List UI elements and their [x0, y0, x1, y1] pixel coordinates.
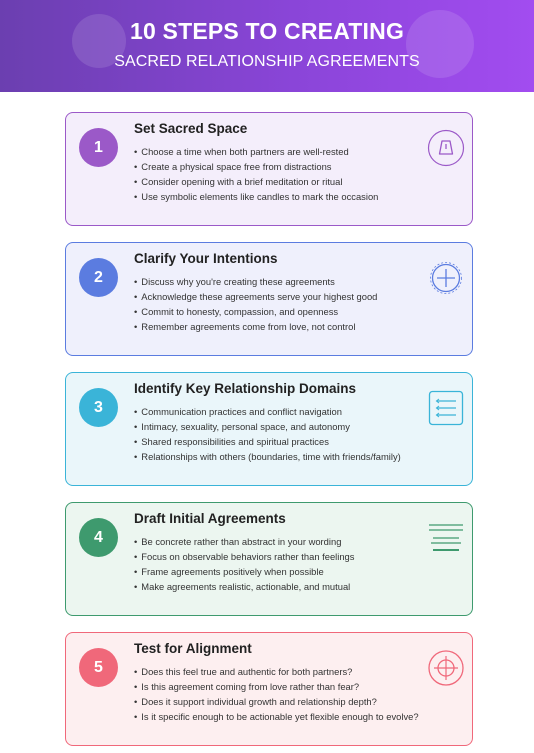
list-item: • Acknowledge these agreements serve your highest good	[134, 289, 377, 304]
list-item: • Choose a time when both partners are well-rested	[134, 144, 378, 159]
step-number-badge: 2	[79, 258, 118, 297]
target-icon	[427, 649, 465, 687]
list-item: • Remember agreements come from love, not control	[134, 319, 377, 334]
list-item: • Relationships with others (boundaries, time with friends/family)	[134, 449, 401, 464]
step-bullet-list	[134, 144, 378, 204]
list-item: • Shared responsibilities and spiritual practices	[134, 434, 401, 449]
list-item: • Frame agreements positively when possible	[134, 564, 354, 579]
list-item: • Does this feel true and authentic for both partners?	[134, 664, 419, 679]
step-title: Identify Key Relationship Domains	[134, 381, 357, 396]
list-item: • Communication practices and conflict navigation	[134, 404, 401, 419]
page-header	[0, 0, 534, 92]
step-bullet-list	[134, 534, 354, 594]
step-number-badge: 3	[79, 388, 118, 427]
list-item: • Focus on observable behaviors rather than feelings	[134, 549, 354, 564]
compass-icon	[427, 259, 465, 297]
step-bullet-list	[134, 404, 401, 464]
list-item: • Is it specific enough to be actionable yet flexible enough to evolve?	[134, 709, 419, 724]
step-number-badge: 5	[79, 648, 118, 687]
step-number-badge: 4	[79, 518, 118, 557]
step-card-5	[65, 632, 473, 746]
list-item: • Intimacy, sexuality, personal space, and autonomy	[134, 419, 401, 434]
list-item: • Commit to honesty, compassion, and openness	[134, 304, 377, 319]
list-item: • Consider opening with a brief meditation or ritual	[134, 174, 378, 189]
list-item: • Create a physical space free from distractions	[134, 159, 378, 174]
step-card-4	[65, 502, 473, 616]
step-bullet-list	[134, 274, 377, 334]
step-number-badge: 1	[79, 128, 118, 167]
list-item: • Make agreements realistic, actionable, and mutual	[134, 579, 354, 594]
candle-icon	[427, 129, 465, 167]
list-item: • Be concrete rather than abstract in your wording	[134, 534, 354, 549]
list-icon	[427, 389, 465, 427]
list-item: • Discuss why you're creating these agreements	[134, 274, 377, 289]
step-title: Test for Alignment	[134, 641, 252, 656]
list-item: • Does it support individual growth and relationship depth?	[134, 694, 419, 709]
step-card-2	[65, 242, 473, 356]
list-item: • Use symbolic elements like candles to mark the occasion	[134, 189, 378, 204]
step-title: Draft Initial Agreements	[134, 511, 286, 526]
step-bullet-list	[134, 664, 419, 724]
page-subtitle: SACRED RELATIONSHIP AGREEMENTS	[114, 53, 420, 70]
step-title: Clarify Your Intentions	[134, 251, 278, 266]
step-card-1	[65, 112, 473, 226]
step-title: Set Sacred Space	[134, 121, 248, 136]
page-title: 10 STEPS TO CREATING	[129, 18, 405, 44]
step-card-3	[65, 372, 473, 486]
document-lines-icon	[427, 519, 465, 557]
list-item: • Is this agreement coming from love rather than fear?	[134, 679, 419, 694]
